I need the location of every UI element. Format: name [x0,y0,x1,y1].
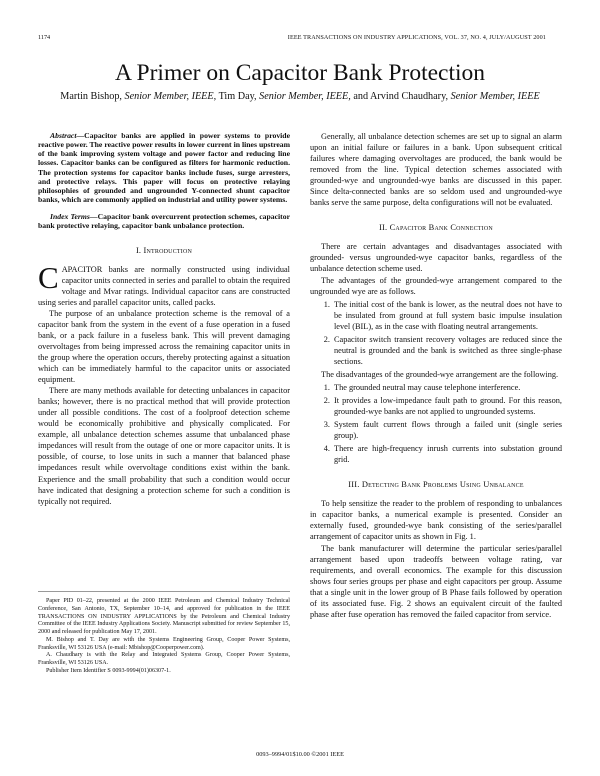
footnote-paper-id: Paper PID 01–22, presented at the 2000 IEEE Petroleum and Chemical Industry Technical Conference, San Antonio, TX, September 10–14, and approved for publication in the IEEE TRANSACTIONS ON INDUSTRY APPLICATIONS by the Petroleum and Chemical Industry Committee of the IEEE Industry Applications Society. Manuscript submitted for review September 15, 2000 and released for publication May 17, 2001. [38,598,290,635]
section-heading-introduction [38,245,290,256]
drop-cap: C [38,259,59,295]
author-name: Tim Day, [218,91,257,102]
paragraph: To help sensitize the reader to the problem of responding to unbalances in capacitor banks, a numerical example is presented. Consider an externally fused, grounded-wye bank consisting of the series/parallel arrangement of capacitor units as shown in Fig. 1. [310,499,562,542]
section-heading-capacitor-bank-connection [310,222,562,233]
section-title: Introduction [143,245,193,255]
page-number: 1174 [38,34,51,41]
abstract-label: Abstract— [50,131,85,140]
list-item: 1. The grounded neutral may cause telephone interference. [332,382,562,393]
footnotes [38,598,290,676]
paragraph: The purpose of an unbalance protection scheme is the removal of a capacitor bank from the system in the event of a fuse operation in a fused bank, or a pack failure in a fuseless bank. This will prevent damaging overvoltages from being impressed across the remaining capacitor units in the group where the operation occurs, thereby protecting against a situation which can be immediately harmful to the capacitor units or associated equipment. [38,308,290,385]
abstract [38,131,290,204]
section-numeral: III. [348,480,360,490]
copyright-footer: 0093–9994/01$10.00 ©2001 IEEE [256,751,344,758]
paragraph: The bank manufacturer will determine the particular series/parallel arrangement based upon tradeoffs between voltage rating, var requirements, and overall economics. The example for this discussion shows four series groups per phase and eight capacitors per group. Assume that a single unit in the lower group of B Phase fails followed by operation of its associated fuse. Fig. 2 shows an equivalent circuit of the faulted phase after fuse operation has removed the failed capacitor from service. [310,543,562,619]
abstract-text: Capacitor banks are applied in power systems to provide reactive power. The reactive power results in lower current in lines upstream of the bank improving system voltage and power factor and reducing line losses. Capacitor banks can be configured as filters for harmonic reduction. The protection systems for capacitor banks include fuses, surge arresters, and protective relays. This paper will focus on protective relaying philosophies of grounded and ungrounded Y-connected shunt capacitor banks, which are commonly applied on industrial and utility power systems. [38,131,290,205]
author-affiliation: Senior Member, IEEE, [124,91,217,102]
section-heading-detecting-bank-problems [310,479,562,490]
section-title: Detecting Bank Problems Using Unbalance [361,480,524,490]
section-numeral: II. [379,223,388,233]
list-item: 2. It provides a low-impedance fault path to ground. For this reason, grounded-wye banks are not applied to ungrounded systems. [332,395,562,417]
footnote-affiliation: A. Chaudhary is with the Relay and Integrated Systems Group, Cooper Power Systems, Franksville, WI 53126 USA. [38,652,290,666]
author-affiliation: Senior Member, IEEE, [259,91,351,102]
paragraph [38,259,290,308]
index-terms [38,212,290,230]
footnote-affiliation: M. Bishop and T. Day are with the Systems Engineering Group, Cooper Power Systems, Franksville, WI 53126 USA (e-mail: Mbishop@Cooperpower.com). [38,636,290,651]
author-name: Martin Bishop, [60,91,122,102]
footnote-divider [38,591,290,592]
paragraph: The advantages of the grounded-wye arrangement compared to the ungrounded wye are as follows. [310,275,562,296]
advantages-list [310,299,562,367]
disadvantages-list [310,382,562,465]
paragraph: Generally, all unbalance detection schemes are set up to signal an alarm upon an initial failure or failures in a bank. Upon subsequent critical failures where damaging overvoltages are produced, the bank would be removed from the line. Typical detection schemes associated with grounded-wye and ungrounded-wye banks are discussed in this paper. Since delta-connected banks are so seldom used and ungrounded-wye banks serve the same purpose, delta configurations will not be evaluated. [310,132,562,208]
author-name: and Arvind Chaudhary, [353,91,449,102]
list-item: 2. Capacitor switch transient recovery voltages are reduced since the neutral is grounded and the bank is switched as three single-phase sections. [332,334,562,367]
list-item: 4. There are high-frequency inrush currents into substation ground grid. [332,443,562,465]
left-column [38,131,290,507]
paragraph: There are many methods available for detecting unbalances in capacitor banks; however, there is no practical method that will provide protection under all possible conditions. The cost of a foolproof detection scheme would be economically prohibitive and physically complicated. For example, all unbalance detection schemes assume that unbalanced phase impedances will result from the outage of one or more capacitor units. It is possible, of course, to lose units in such a manner that balanced phase impedances result while overvoltage conditions exist within the bank. Experience and the small probability that such a condition would occur have indicated that designing a protection scheme for such a condition is typically not required. [38,386,290,506]
paragraph: There are certain advantages and disadvantages associated with grounded- versus ungrounded-wye capacitor banks, regardless of the unbalance detection scheme used. [310,242,562,274]
author-affiliation: Senior Member, IEEE [450,91,540,102]
section-title: Capacitor Bank Connection [389,223,493,233]
paragraph-text: APACITOR banks are normally constructed using individual capacitor units connected in series and parallel to obtain the required voltage and Mvar ratings. Individual capacitor cans are constructed using series and parallel capacitor units, called packs. [38,264,290,307]
running-head: IEEE TRANSACTIONS ON INDUSTRY APPLICATIONS, VOL. 37, NO. 4, JULY/AUGUST 2001 [287,34,546,41]
paper-title: A Primer on Capacitor Bank Protection [114,60,486,86]
index-terms-label: Index Terms— [50,212,98,222]
index-terms-text: Capacitor bank overcurrent protection schemes, capacitor bank protective relaying, capacitor bank unbalance protection. [38,212,290,231]
author-line [36,91,564,102]
paragraph: The disadvantages of the grounded-wye arrangement are the following. [321,369,559,379]
right-column [310,131,562,620]
section-numeral: I. [135,245,142,255]
list-item: 1. The initial cost of the bank is lower, as the neutral does not have to be insulated from ground at full system basic impulse insulation level (BIL), as in the case with floating neutral arrangements. [332,299,562,332]
list-item: 3. System fault current flows through a failed unit (single series group). [332,419,562,441]
footnote-publisher-id: Publisher Item Identifier S 0093-9994(01)06307-1. [46,667,171,674]
